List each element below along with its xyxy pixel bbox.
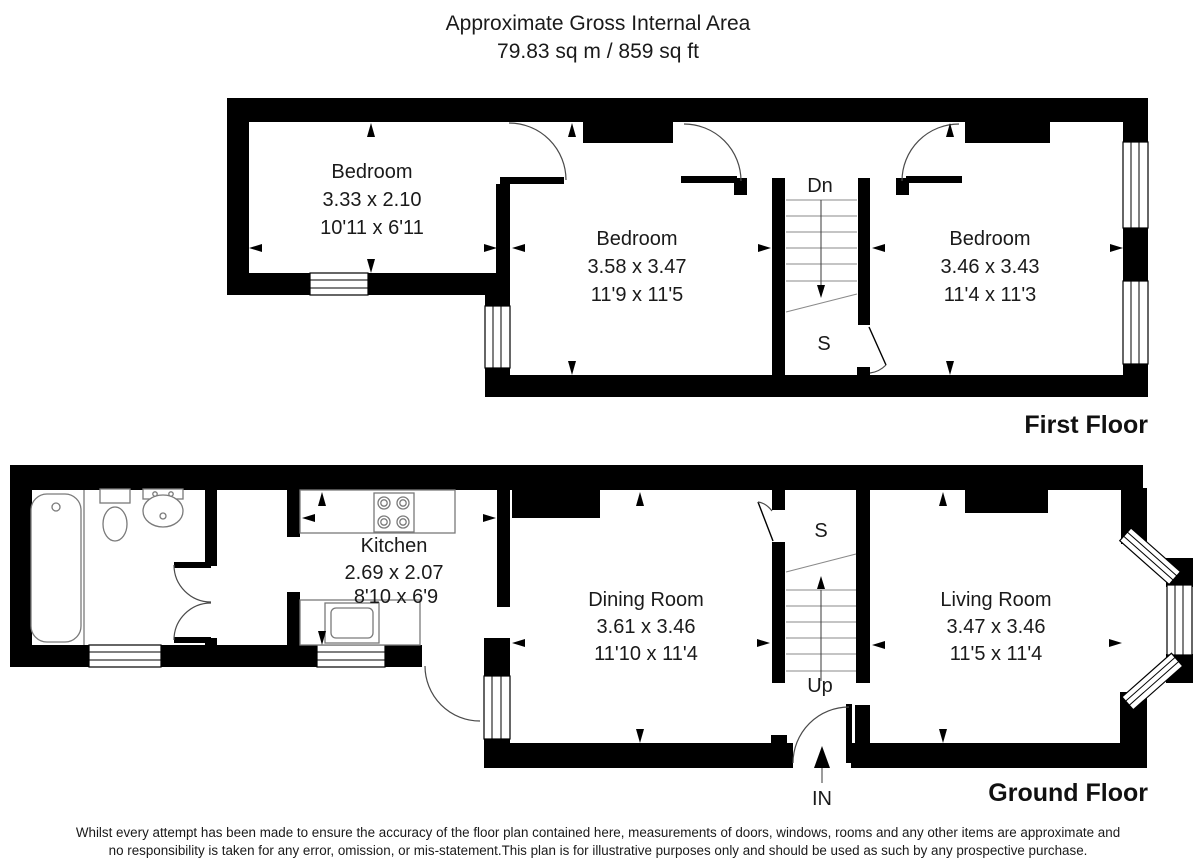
gf-kitchen-right-wall (497, 490, 510, 607)
stairs-up-label: Up (807, 675, 833, 697)
bathroom-door (174, 562, 211, 643)
disclaimer (76, 825, 1120, 858)
gf-chimney-living (965, 490, 1048, 513)
gf-chimney-dining (512, 490, 600, 518)
gf-bay-window-upper (1120, 528, 1181, 584)
gf-dining-bottom-wall (484, 743, 793, 768)
ff-bottom-wall (485, 375, 1148, 397)
ff-storage-door (869, 327, 886, 373)
living-imperial: 11'5 x 11'4 (949, 643, 1043, 665)
ff-stairs-direction-arrow (817, 285, 825, 298)
ff-bed1-bed2-divider (496, 184, 510, 273)
room-living-label (940, 589, 1051, 665)
dining-name: Dining Room (588, 589, 704, 611)
gf-kitchen-window (317, 645, 385, 667)
gf-bay-window-middle (1167, 585, 1192, 655)
ff-staircase (786, 200, 857, 312)
ground-floor-label: Ground Floor (988, 779, 1148, 807)
ff-chimney-bed2 (583, 122, 673, 143)
storage-ground-label: S (814, 520, 828, 542)
kitchen-imperial: 8'10 x 6'9 (353, 586, 439, 608)
ff-left-wall (227, 98, 249, 295)
bedroom2-metric: 3.58 x 3.47 (587, 256, 687, 278)
gf-living-left-wall (855, 705, 870, 747)
entrance-label: IN (812, 788, 832, 810)
bedroom3-metric: 3.46 x 3.43 (940, 256, 1040, 278)
back-door (425, 666, 480, 721)
first-floor-label: First Floor (1024, 411, 1148, 439)
dining-imperial: 11'10 x 11'4 (594, 643, 698, 665)
gf-kitchen-left-stub-bottom (287, 592, 300, 647)
ff-bed1-window (310, 273, 368, 295)
room-bedroom2-label (588, 228, 687, 306)
room-bedroom1-label (320, 161, 424, 239)
ff-stair-right-stub (857, 367, 870, 377)
gf-left-wall (10, 465, 32, 667)
gf-staircase (786, 554, 856, 681)
bedroom1-imperial: 10'11 x 6'11 (320, 217, 424, 239)
storage-first-label: S (817, 333, 831, 355)
ff-stair-right-wall (858, 178, 870, 325)
bedroom3-imperial: 11'4 x 11'3 (943, 284, 1037, 306)
ff-bed1-door (500, 123, 566, 184)
entrance-arrow (814, 746, 830, 783)
hob-icon (374, 493, 414, 532)
plan-title (446, 12, 751, 63)
disclaimer-line1: Whilst every attempt has been made to ensure the accuracy of the floor plan contained here, measurements of doors, windows, rooms and any other items are approximate and (75, 825, 1121, 840)
toilet-icon (100, 489, 130, 541)
ground-floor-plan (10, 465, 1193, 810)
gf-living-bottom-wall (851, 743, 1147, 768)
ff-top-wall (227, 98, 1148, 122)
stairs-down-label: Dn (807, 175, 833, 197)
room-dining-label (588, 589, 704, 665)
ff-bed3-door (902, 124, 962, 183)
title-line1: Approximate Gross Internal Area (445, 12, 751, 35)
bedroom2-name: Bedroom (596, 228, 678, 250)
gf-stair-left-wall (772, 542, 785, 683)
living-metric: 3.47 x 3.46 (946, 616, 1046, 638)
bedroom1-name: Bedroom (331, 161, 413, 183)
gf-bottom-stub-left (771, 735, 787, 744)
gf-dining-window (484, 676, 510, 739)
ff-stair-left-wall (772, 178, 785, 377)
ff-bed2-door (681, 124, 741, 183)
gf-stair-left-stub (772, 490, 785, 510)
living-name: Living Room (940, 589, 1052, 611)
gf-stairs-direction-arrow (817, 576, 825, 589)
gf-bathroom-wall-upper (205, 490, 217, 566)
bedroom2-imperial: 11'9 x 11'5 (590, 284, 684, 306)
disclaimer-line2: no responsibility is taken for any error, omission, or mis-statement.This plan is for illustrative purposes only and should be used as such by any prospective purchase. (108, 843, 1088, 858)
kitchen-metric: 2.69 x 2.07 (344, 562, 444, 584)
bathtub-icon (31, 490, 84, 645)
room-bedroom3-label (941, 228, 1040, 306)
ff-bed2-window (485, 306, 510, 368)
room-kitchen-label (345, 535, 444, 608)
gf-bathroom-window (89, 645, 161, 667)
dining-metric: 3.61 x 3.46 (596, 616, 696, 638)
gf-stair-right-wall (856, 490, 870, 683)
first-floor-plan (227, 98, 1148, 439)
gf-storage-door (758, 502, 773, 541)
ff-bed3-window-upper (1123, 142, 1148, 228)
gf-kitchen-left-stub-top (287, 490, 300, 537)
bedroom3-name: Bedroom (949, 228, 1031, 250)
ff-chimney-bed3 (965, 122, 1050, 143)
title-line2: 79.83 sq m / 859 sq ft (497, 40, 699, 63)
kitchen-name: Kitchen (360, 535, 428, 557)
bedroom1-metric: 3.33 x 2.10 (322, 189, 422, 211)
sink-icon (143, 489, 183, 527)
gf-top-wall (10, 465, 1143, 490)
ff-bed3-window-lower (1123, 281, 1148, 364)
